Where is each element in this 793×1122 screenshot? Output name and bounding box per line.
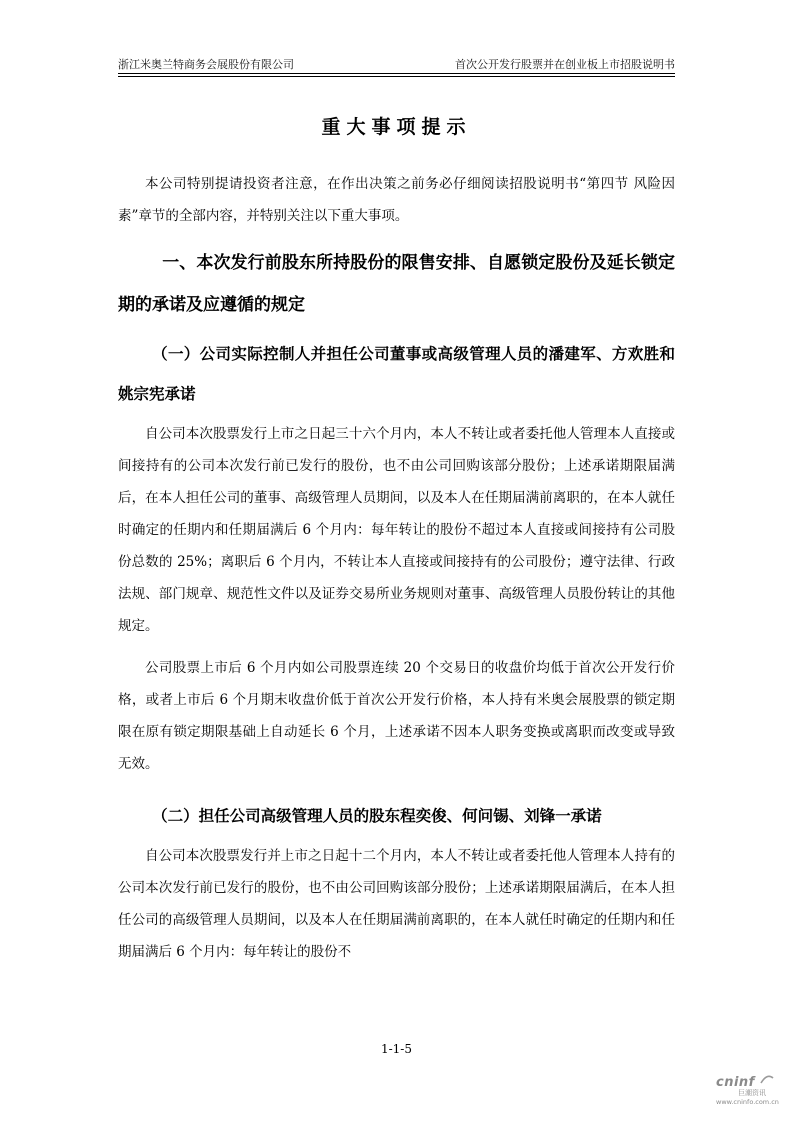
watermark-brand: cninf [716,1075,755,1090]
page-title: 重大事项提示 [321,116,472,138]
header-company-name: 浙江米奥兰特商务会展股份有限公司 [118,58,294,71]
header-document-title: 首次公开发行股票并在创业板上市招股说明书 [455,58,675,71]
subsection-1-paragraph-1: 自公司本次股票发行上市之日起三十六个月内，本人不转让或者委托他人管理本人直接或间接持有的公司本次发行前已发行的股份，也不由公司回购该部分股份；上述承诺期限届满后，在本人担任公司的董事、高级管理人员期间，以及本人在任期届满前离职的，在本人就任时确定的任期内和任期届满后 6 个月内：每年转让的股份不超过本人直接或间接持有公司股份总数的 25%；离职后 6 个月内，不转让本人直接或间接持有的公司股份；遵守法律、行政法规、部门规章、规范性文件以及证券交易所业务规则对董事、高级管理人员股份转让的其他规定。 [118,426,675,634]
subsection-2-paragraph-1: 自公司本次股票发行并上市之日起十二个月内，本人不转让或者委托他人管理本人持有的公司本次发行前已发行的股份，也不由公司回购该部分股份；上述承诺期限届满后，在本人担任公司的高级管理人员期间，以及本人在任期届满前离职的，在本人就任时确定的任期内和任期届满后 6 个月内：每年转让的股份不 [118,848,675,960]
header-rule-thick [118,73,675,74]
intro-paragraph: 本公司特别提请投资者注意，在作出决策之前务必仔细阅读招股说明书“第四节 风险因素”章节的全部内容，并特别关注以下重大事项。 [118,176,675,224]
page-header [118,52,675,74]
page-number: 1-1-5 [380,1042,412,1056]
cninfo-watermark [716,1075,779,1107]
header-rule-thin [118,76,675,77]
section-1-heading: 一、本次发行前股东所持股份的限售安排、自愿锁定股份及延长锁定期的承诺及应遵循的规定 [118,253,675,315]
watermark-brand-cn: 巨潮资讯 [738,1089,766,1097]
watermark-url: www.cninfo.com.cn [716,1098,779,1106]
subsection-1-paragraph-2: 公司股票上市后 6 个月内如公司股票连续 20 个交易日的收盘价均低于首次公开发行价格，或者上市后 6 个月期末收盘价低于首次公开发行价格，本人持有米奥会展股票的锁定期限在原有锁定期限基础上自动延长 6 个月，上述承诺不因本人职务变换或离职而改变或导致无效。 [118,660,675,772]
page-content [118,108,675,968]
subsection-2-heading: （二）担任公司高级管理人员的股东程奕俊、何问锡、刘锋一承诺 [152,807,602,825]
subsection-1-heading: （一）公司实际控制人并担任公司董事或高级管理人员的潘建军、方欢胜和姚宗宪承诺 [118,345,675,403]
cninfo-logo-icon [760,1075,774,1085]
